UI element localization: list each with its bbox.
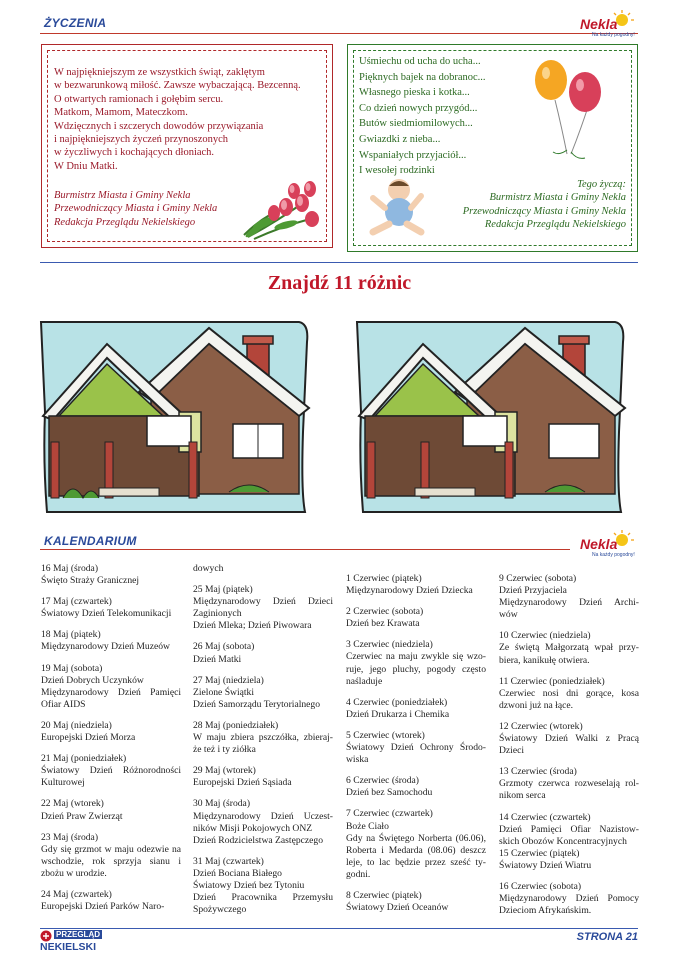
calendar-event: Europejski Dzień Parków Naro- <box>41 901 165 913</box>
logo-tagline: Na każdy pogodny! <box>592 32 635 38</box>
section-title-wishes: ŻYCZENIA <box>44 16 107 30</box>
calendar-column-4 <box>499 573 639 926</box>
calendar-event: Dzień Przyjaciela <box>499 585 567 597</box>
wish-line: Butów siedmiomilowych... <box>359 118 473 130</box>
calendar-event: Międzynarodowy Dzień Pomocy Dzieciom Afrykańskim. <box>499 893 639 917</box>
calendar-date: 22 Maj (wtorek) <box>41 798 104 810</box>
calendar-event: Europejski Dzień Morza <box>41 732 136 744</box>
calendar-entry <box>193 584 333 632</box>
calendar-column-3 <box>346 573 486 923</box>
wish-line: O otwartych ramionach i gołębim sercu. <box>54 93 224 105</box>
calendar-date: 30 Maj (środa) <box>193 798 251 810</box>
calendar-event: Międzynarodowy Dzień Archi- wów <box>499 597 639 621</box>
puzzle-title: Znajdź 11 różnic <box>267 272 412 294</box>
tulips-illustration <box>234 165 326 241</box>
calendar-entry <box>346 606 486 630</box>
calendar-date: dowych <box>193 563 224 574</box>
calendar-column-1 <box>41 563 181 922</box>
baby-illustration <box>363 176 433 238</box>
calendar-event: Dzień Samorządu Terytorialnego <box>193 698 321 710</box>
logo-tagline: Na każdy pogodny! <box>592 552 635 558</box>
calendar-entry <box>499 812 639 872</box>
page-number: STRONA 21 <box>576 931 638 943</box>
calendar-event: Dzień Pracownika Przemysłu Spożywczego <box>193 892 333 916</box>
calendar-date: 9 Czerwiec (sobota) <box>499 573 577 584</box>
wish-line: Wdzięcznych i szczerych dowodów przywiązania <box>54 120 264 132</box>
calendar-date: 13 Czerwiec (środa) <box>499 766 577 778</box>
calendar-entry <box>193 765 333 789</box>
signature-line: Przewodniczący Miasta i Gminy Nekla <box>462 205 626 217</box>
calendar-date: 29 Maj (wtorek) <box>193 765 256 777</box>
calendar-entry <box>193 563 333 575</box>
calendar-entry <box>41 720 181 744</box>
calendar-event: Międzynarodowy Dzień Muzeów <box>41 641 170 653</box>
wish-line: W najpiękniejszym ze wszystkich świąt, zaklętym <box>54 67 265 78</box>
calendar-event: Światowy Dzień Ochrony Środo- wiska <box>346 742 486 766</box>
logo-text: Nekla <box>580 16 618 32</box>
wish-line: Pięknych bajek na dobranoc... <box>359 71 486 83</box>
calendar-entry <box>193 798 333 846</box>
calendar-event: Dzień Dobrych Uczynków <box>41 674 144 686</box>
calendar-date: 2 Czerwiec (sobota) <box>346 606 424 618</box>
wish-line: W Dniu Matki. <box>54 160 118 172</box>
publication-name-line2: NEKIELSKI <box>40 941 97 953</box>
wish-signature-left <box>54 189 217 229</box>
calendar-event: Dzień Matki <box>193 653 242 665</box>
calendar-entry <box>499 676 639 712</box>
calendar-date: 12 Czerwiec (wtorek) <box>499 720 583 732</box>
calendar-entry <box>346 697 486 721</box>
calendar-date: 16 Czerwiec (sobota) <box>499 880 582 892</box>
calendar-date: 21 Maj (poniedziałek) <box>41 753 127 765</box>
calendar-entry <box>193 720 333 756</box>
calendar-entry <box>346 890 486 914</box>
wish-line: Własnego pieska i kotka... <box>359 87 470 99</box>
calendar-entry <box>41 889 181 913</box>
calendar-entry <box>41 798 181 822</box>
wish-box-childrens-day <box>347 44 638 252</box>
signature-line: Redakcja Przeglądu Nekielskiego <box>54 216 196 228</box>
calendar-event: Światowy Dzień bez Tytoniu <box>193 879 305 891</box>
calendar-event: Międzynarodowy Dzień Uczest- ników Misji Pokojowych ONZ <box>193 810 333 834</box>
calendar-date: 26 Maj (sobota) <box>193 641 255 653</box>
calendar-entry <box>346 573 486 597</box>
calendar-date: 27 Maj (niedziela) <box>193 674 264 686</box>
calendar-date: 19 Maj (sobota) <box>41 662 103 674</box>
calendar-date: 7 Czerwiec (czwartek) <box>346 808 433 820</box>
calendar-entry <box>499 721 639 757</box>
divider-rule <box>40 262 638 263</box>
calendar-entry <box>346 730 486 766</box>
wish-line: Co dzień nowych przygód... <box>359 102 478 114</box>
calendar-date: 6 Czerwiec (środa) <box>346 775 419 787</box>
calendar-event: Dzień Rodzicielstwa Zastępczego <box>193 834 323 846</box>
calendar-event: Dzień Mleka; Dzień Piwowara <box>193 620 312 632</box>
publication-logo <box>40 930 100 954</box>
logo-text: Nekla <box>580 536 618 552</box>
balloons-illustration <box>527 54 619 164</box>
house-picture-right <box>355 312 640 520</box>
calendar-event: Dzień Praw Zwierząt <box>41 810 123 822</box>
calendar-date: 14 Czerwiec (czwartek) <box>499 811 591 823</box>
section-title-calendar: KALENDARIUM <box>44 534 137 548</box>
calendar-date: 3 Czerwiec (niedziela) <box>346 639 433 651</box>
calendar-date: 28 Maj (poniedziałek) <box>193 719 279 731</box>
wish-line: w życzliwych i kochających dłoniach. <box>54 147 215 159</box>
calendar-date: 24 Maj (czwartek) <box>41 888 112 900</box>
calendar-entry <box>499 630 639 666</box>
nekla-logo <box>578 10 638 38</box>
calendar-entry <box>346 639 486 687</box>
wish-line: Uśmiechu od ucha do ucha... <box>359 56 481 67</box>
calendar-date: 1 Czerwiec (piątek) <box>346 573 422 584</box>
calendar-date: 31 Maj (czwartek) <box>193 855 264 867</box>
calendar-entry <box>193 675 333 711</box>
calendar-date: 10 Czerwiec (niedziela) <box>499 630 591 642</box>
signature-line: Tego życzą: <box>577 179 626 190</box>
footer-rule <box>40 928 638 929</box>
calendar-entry <box>346 808 486 881</box>
calendar-date: 8 Czerwiec (piątek) <box>346 889 422 901</box>
house-picture-left <box>39 312 324 520</box>
calendar-event: Międzynarodowy Dzień Dzieci Zaginionych <box>193 596 333 620</box>
wish-text-left <box>54 66 329 173</box>
calendar-event: Czerwiec na maju zwykle się wzo- ruje, jego pluchy, pogody często naśladuje <box>346 651 486 687</box>
signature-line: Przewodniczący Miasta i Gminy Nekla <box>54 203 218 215</box>
calendar-event: Międzynarodowy Dzień Pamięci Ofiar AIDS <box>41 686 181 710</box>
wish-signature-right <box>463 178 626 232</box>
calendar-event: Światowy Dzień Wiatru <box>499 859 592 871</box>
calendar-event: Ze świętą Małgorzatą wpał przy- biera, kanikułę otwiera. <box>499 642 639 666</box>
calendar-date: 11 Czerwiec (poniedziałek) <box>499 675 605 687</box>
calendar-event: Światowy Dzień Walki z Pracą Dzieci <box>499 733 639 757</box>
calendar-event: Światowy Dzień Różnorodności Kulturowej <box>41 765 181 789</box>
calendar-event: Gdy na Świętego Norberta (06.06), Roberta i Medarda (08.06) deszcz leje, to lac będzie przez sześć ty- godni. <box>346 832 486 880</box>
calendar-event: Dzień Pamięci Ofiar Nazistow- skich Obozów Koncentracyjnych <box>499 823 639 847</box>
calendar-event: Europejski Dzień Sąsiada <box>193 777 292 789</box>
wish-line: Matkom, Mamom, Mateczkom. <box>54 107 188 119</box>
calendar-event: Święto Straży Granicznej <box>41 575 140 587</box>
calendar-entry <box>41 596 181 620</box>
wish-text-right <box>359 54 486 179</box>
calendar-date: 23 Maj (środa) <box>41 831 99 843</box>
calendar-event: Grzmoty czerwca rozweselają rol- nikom serca <box>499 778 639 802</box>
calendar-entry <box>499 881 639 917</box>
calendar-event: Dzień bez Samochodu <box>346 787 433 799</box>
calendar-date: 4 Czerwiec (poniedziałek) <box>346 696 448 708</box>
calendar-event: Gdy się grzmot w maju odezwie na wschodzie, rok sprzyja sianu i zbożu w urodzie. <box>41 843 181 879</box>
calendar-entry <box>193 641 333 665</box>
wish-line: w bezwarunkową miłość. Zawsze wybaczającą. Bezcenną. <box>54 80 301 92</box>
calendar-event: W maju zbiera pszczółka, zbieraj- że też i ty ziółka <box>193 732 333 756</box>
signature-line: Burmistrz Miasta i Gminy Nekla <box>54 190 191 201</box>
signature-line: Burmistrz Miasta i Gminy Nekla <box>489 192 626 204</box>
calendar-entry <box>193 856 333 916</box>
calendar-entry <box>41 832 181 880</box>
calendar-event: 15 Czerwiec (piątek) <box>499 847 580 859</box>
calendar-date: 17 Maj (czwartek) <box>41 596 112 608</box>
wish-line: Gwiazdki z nieba... <box>359 133 441 145</box>
signature-line: Redakcja Przeglądu Nekielskiego <box>484 219 626 231</box>
calendar-entry <box>499 766 639 802</box>
calendar-entry <box>41 753 181 789</box>
calendar-rule <box>40 549 570 550</box>
calendar-event: Międzynarodowy Dzień Dziecka <box>346 585 473 597</box>
calendar-entry <box>346 775 486 799</box>
calendar-event: Światowy Dzień Telekomunikacji <box>41 608 172 620</box>
wish-box-mothers-day <box>41 44 333 248</box>
publication-name-line1: PRZEGLĄD <box>56 930 100 939</box>
calendar-entry <box>41 563 181 587</box>
calendar-event: Dzień Bociana Białego <box>193 867 282 879</box>
wish-line: I wesołej rodzinki <box>359 165 435 177</box>
calendar-entry <box>499 573 639 621</box>
calendar-entry <box>41 663 181 711</box>
calendar-event: Światowy Dzień Oceanów <box>346 902 449 914</box>
calendar-event: Czerwiec nosi dni gorące, kosa dzwoni już na łące. <box>499 687 639 711</box>
calendar-date: 20 Maj (niedziela) <box>41 719 112 731</box>
header-rule <box>40 33 638 34</box>
calendar-event: Dzień bez Krawata <box>346 618 420 630</box>
calendar-event: Boże Ciało <box>346 820 389 832</box>
calendar-date: 5 Czerwiec (wtorek) <box>346 729 425 741</box>
calendar-date: 25 Maj (piątek) <box>193 584 253 596</box>
calendar-entry <box>41 629 181 653</box>
calendar-event: Dzień Drukarza i Chemika <box>346 708 450 720</box>
calendar-date: 16 Maj (środa) <box>41 563 99 574</box>
wish-line: i najpiękniejszych życzeń przynoszonych <box>54 134 229 146</box>
nekla-logo-calendar <box>578 530 638 558</box>
calendar-event: Zielone Świątki <box>193 686 255 698</box>
wish-line: Wspaniałych przyjaciół... <box>359 149 467 161</box>
calendar-column-2 <box>193 563 333 925</box>
calendar-date: 18 Maj (piątek) <box>41 629 101 641</box>
